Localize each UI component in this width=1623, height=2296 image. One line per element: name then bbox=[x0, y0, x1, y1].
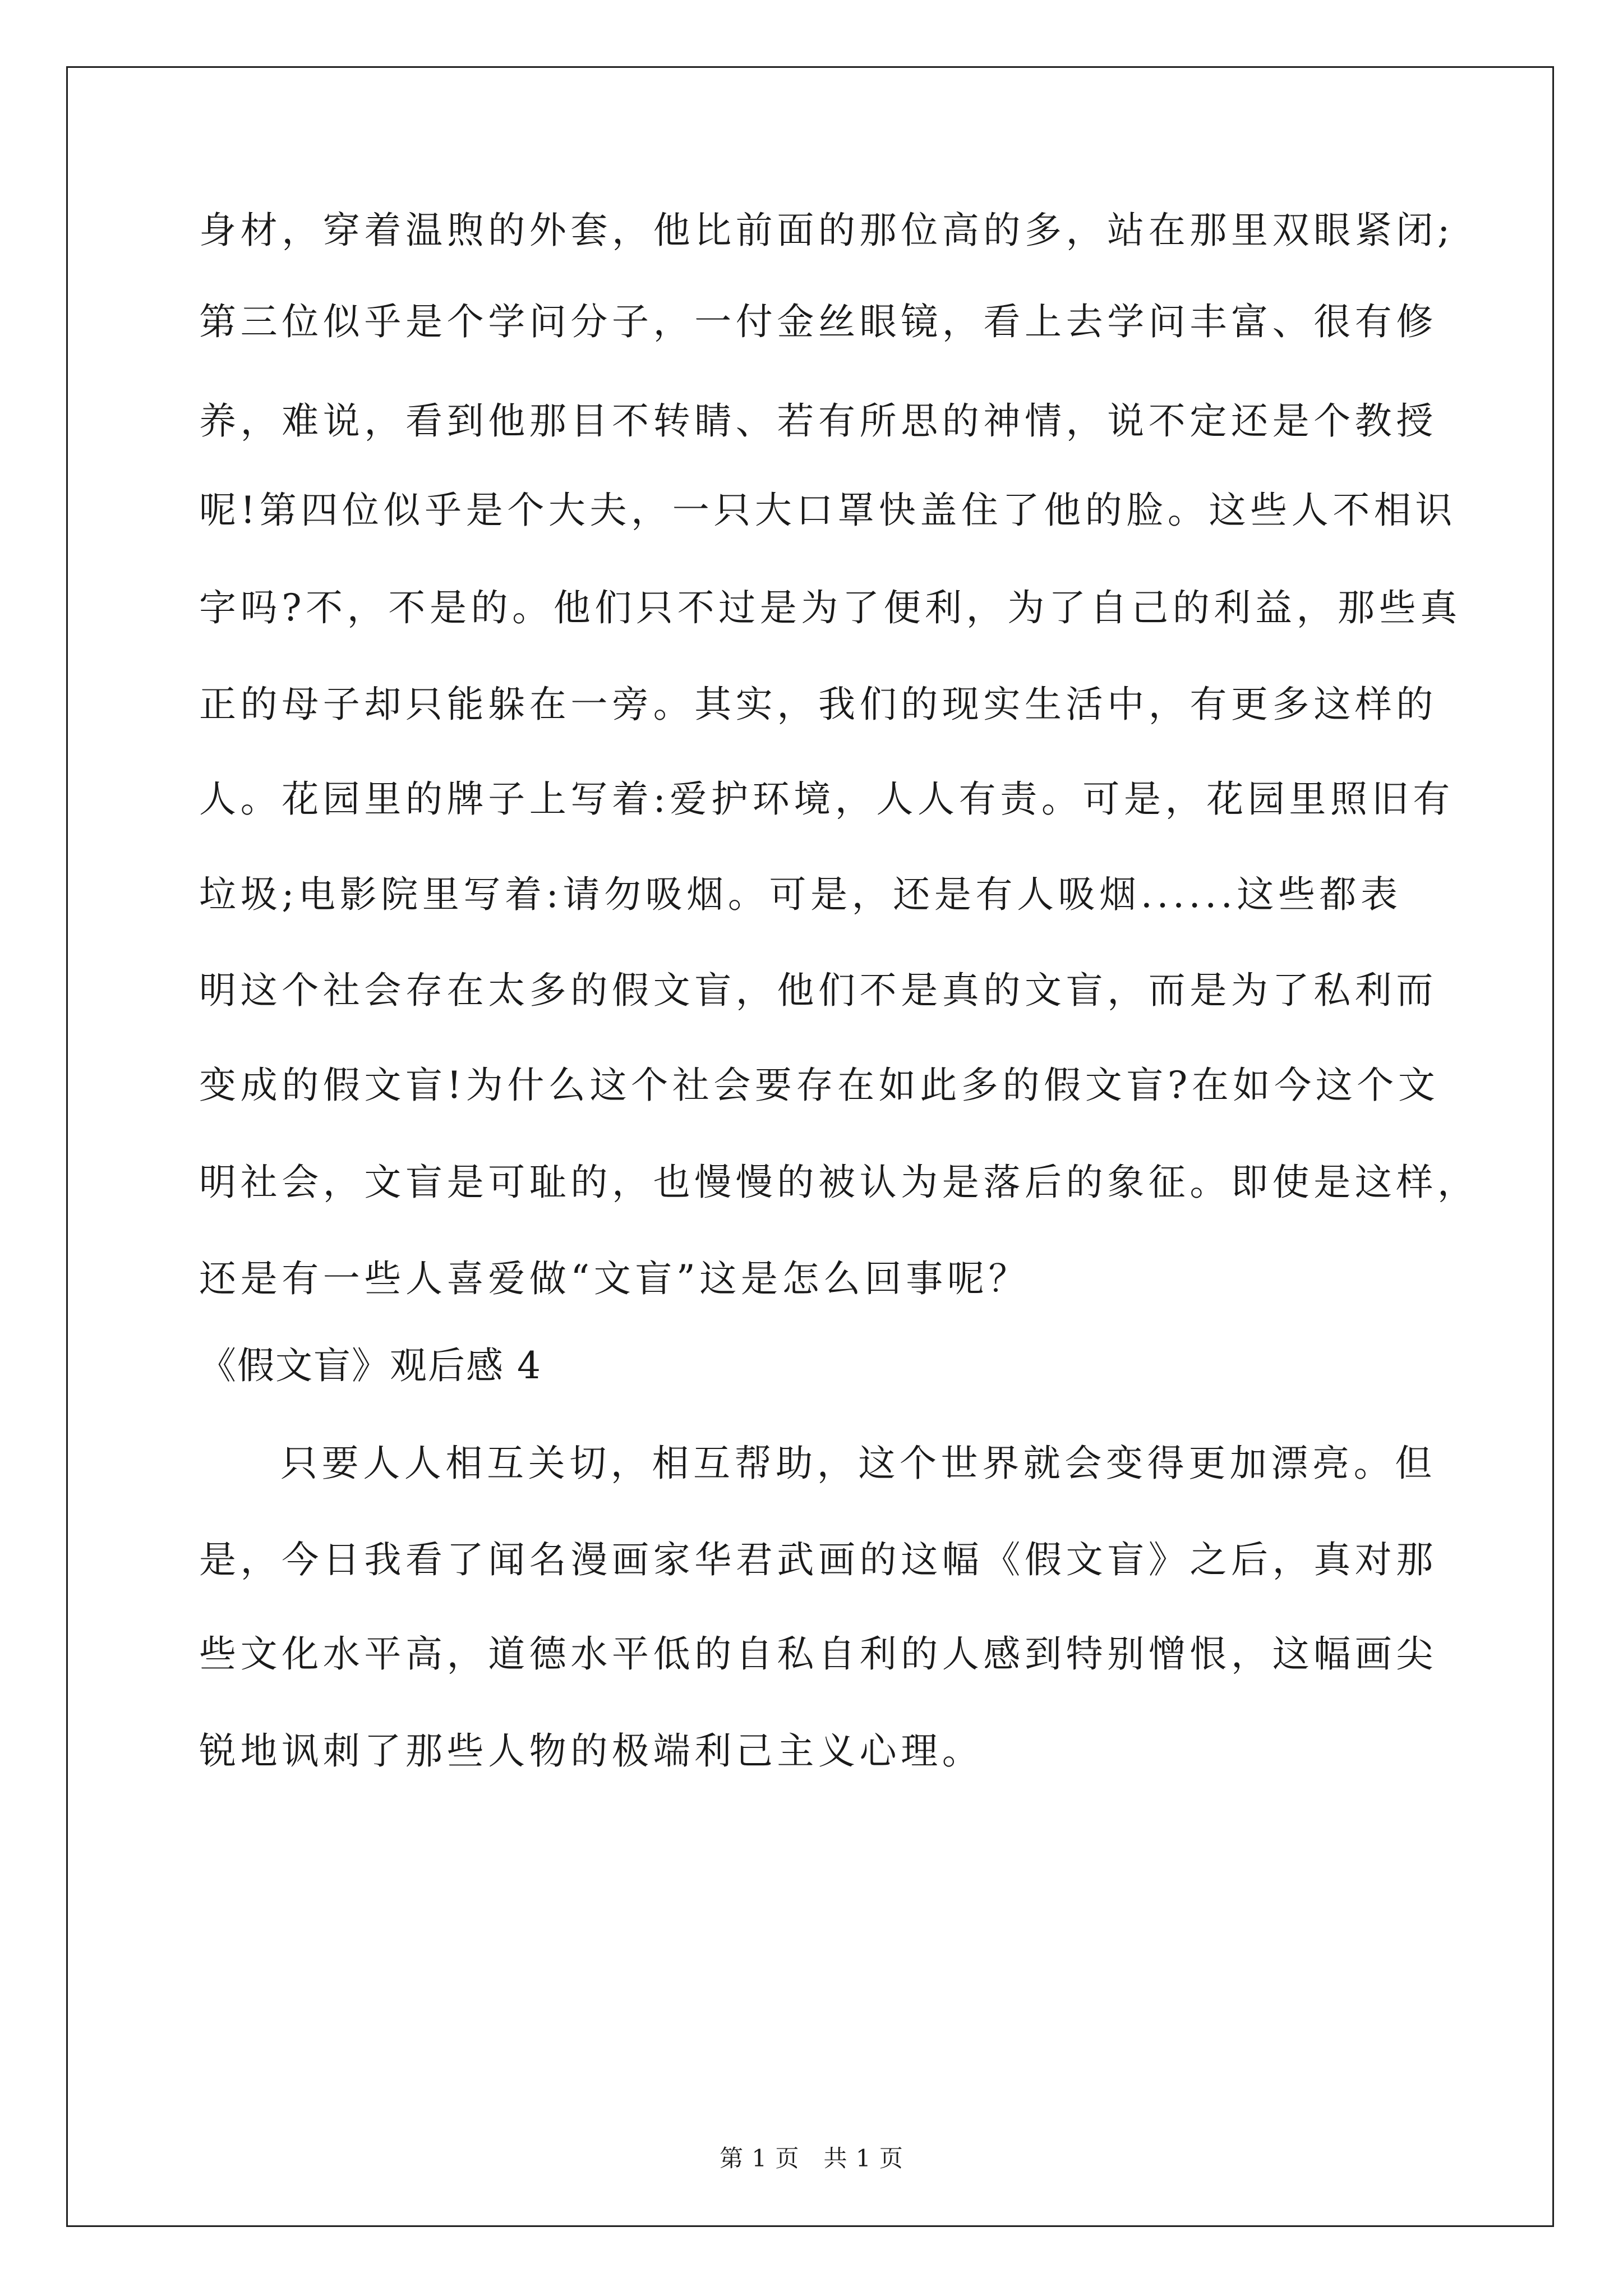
body-text-line: 变成的假文盲!为什么这个社会要存在如此多的假文盲?在如今这个文 bbox=[199, 1064, 1440, 1107]
body-text-line: 些文化水平高，道德水平低的自私自利的人感到特别憎恨，这幅画尖 bbox=[199, 1632, 1437, 1676]
section-heading: 《假文盲》观后感 4 bbox=[199, 1344, 542, 1387]
body-text-line: 明这个社会存在太多的假文盲，他们不是真的文盲，而是为了私利而 bbox=[199, 969, 1437, 1012]
body-text-line: 只要人人相互关切，相互帮助，这个世界就会变得更加漂亮。但 bbox=[280, 1442, 1436, 1485]
body-text-line: 垃圾;电影院里写着:请勿吸烟。可是，还是有人吸烟......这些都表 bbox=[199, 873, 1402, 916]
body-text-line: 正的母子却只能躲在一旁。其实，我们的现实生活中，有更多这样的 bbox=[199, 683, 1437, 726]
body-text-line: 还是有一些人喜爱做“文盲”这是怎么回事呢？ bbox=[199, 1257, 1030, 1300]
body-text-line: 身材，穿着温煦的外套，他比前面的那位高的多，站在那里双眼紧闭; bbox=[199, 209, 1454, 252]
body-text-line: 呢!第四位似乎是个大夫，一只大口罩快盖住了他的脸。这些人不相识 bbox=[199, 489, 1457, 532]
page-border bbox=[66, 66, 1554, 2227]
body-text-line: 人。花园里的牌子上写着:爱护环境，人人有责。可是，花园里照旧有 bbox=[199, 777, 1454, 821]
body-text-line: 明社会，文盲是可耻的，也慢慢的被认为是落后的象征。即使是这样， bbox=[199, 1161, 1479, 1204]
body-text-line: 养，难说，看到他那目不转睛、若有所思的神情，说不定还是个教授 bbox=[199, 399, 1437, 443]
body-text-line: 锐地讽刺了那些人物的极端利己主义心理。 bbox=[199, 1729, 984, 1773]
page-footer: 第 1 页 共 1 页 bbox=[720, 2145, 903, 2172]
body-text-line: 第三位似乎是个学问分子，一付金丝眼镜，看上去学问丰富、很有修 bbox=[199, 300, 1437, 343]
body-text-line: 字吗?不，不是的。他们只不过是为了便利，为了自己的利益，那些真 bbox=[199, 586, 1461, 629]
body-text-line: 是，今日我看了闻名漫画家华君武画的这幅《假文盲》之后，真对那 bbox=[199, 1538, 1437, 1581]
